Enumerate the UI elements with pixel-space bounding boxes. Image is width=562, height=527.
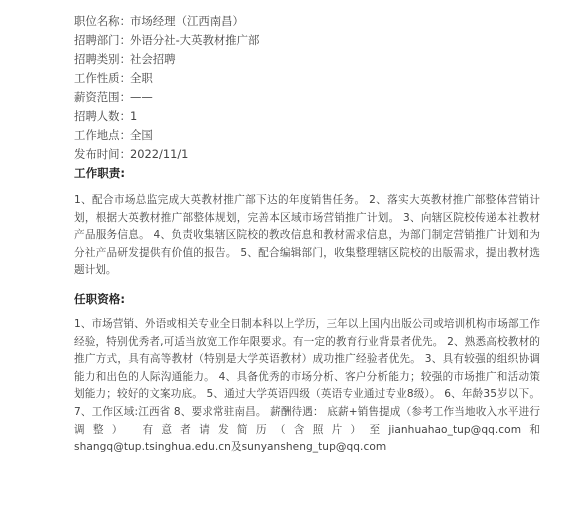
location-label: 工作地点： <box>74 128 131 142</box>
department-label: 招聘部门： <box>74 33 131 47</box>
category-value: 社会招聘 <box>130 52 176 66</box>
location-row <box>74 126 552 145</box>
published-label: 发布时间： <box>74 147 131 161</box>
headcount-label: 招聘人数： <box>74 109 131 123</box>
nature-label: 工作性质： <box>74 71 131 85</box>
department-value: 外语分社-大英教材推广部 <box>130 33 260 47</box>
category-row <box>74 50 552 69</box>
nature-value: 全职 <box>130 71 153 85</box>
salary-value: —— <box>130 90 153 104</box>
published-value: 2022/11/1 <box>130 147 189 161</box>
headcount-row <box>74 107 552 126</box>
qualifications-heading: 任职资格: <box>74 291 126 306</box>
position-value: 市场经理（江西南昌） <box>130 14 244 28</box>
position-row <box>74 12 552 31</box>
duties-heading: 工作职责: <box>74 166 126 180</box>
position-label: 职位名称： <box>74 14 131 28</box>
location-value: 全国 <box>130 128 153 142</box>
qualifications-text: 1、市场营销、外语或相关专业全日制本科以上学历，三年以上国内出版公司或培训机构市场部工作经验，特别优秀者,可适当放宽工作年限要求。有一定的教育行业背景者优先。 2、熟悉高校教材的推广方式，具有高等教材（特别是大学英语教材）成功推广经验者优先。 3、具有较强的组织协调能力和出色的人际沟通能力。 4、具备优秀的市场分析、客户分析能力；较强的市场推广和活动策划能力；较好的文案功底。 5、通过大学英语四级（英语专业通过专业8级）。 6、年龄35岁以下。 7、工作区域:江西省 8、要求常驻南昌。 薪酬待遇： 底薪+销售提成（参考工作当地收入水平进行调整） 有意者请发简历（含照片）至jianhuahao_tup@qq.com和shangq@tup.tsinghua.edu.cn及sunyansheng_tup@qq.com <box>74 317 540 454</box>
duties-text: 1、配合市场总监完成大英教材推广部下达的年度销售任务。 2、落实大英教材推广部整体营销计划，根据大英教材推广部整体规划，完善本区域市场营销推广计划。 3、向辖区院校传递本社教材产品服务信息。 4、负责收集辖区院校的教改信息和教材需求信息，为部门制定营销推广计划和为分社产品研发提供有价值的报告。 5、配合编辑部门，收集整理辖区院校的出版需求，提出教材选题计划。 <box>74 194 540 277</box>
category-label: 招聘类别： <box>74 52 131 66</box>
published-row <box>74 145 552 164</box>
salary-label: 薪资范围： <box>74 90 131 104</box>
nature-row <box>74 69 552 88</box>
department-row <box>74 31 552 50</box>
headcount-value: 1 <box>130 109 138 123</box>
salary-row <box>74 88 552 107</box>
